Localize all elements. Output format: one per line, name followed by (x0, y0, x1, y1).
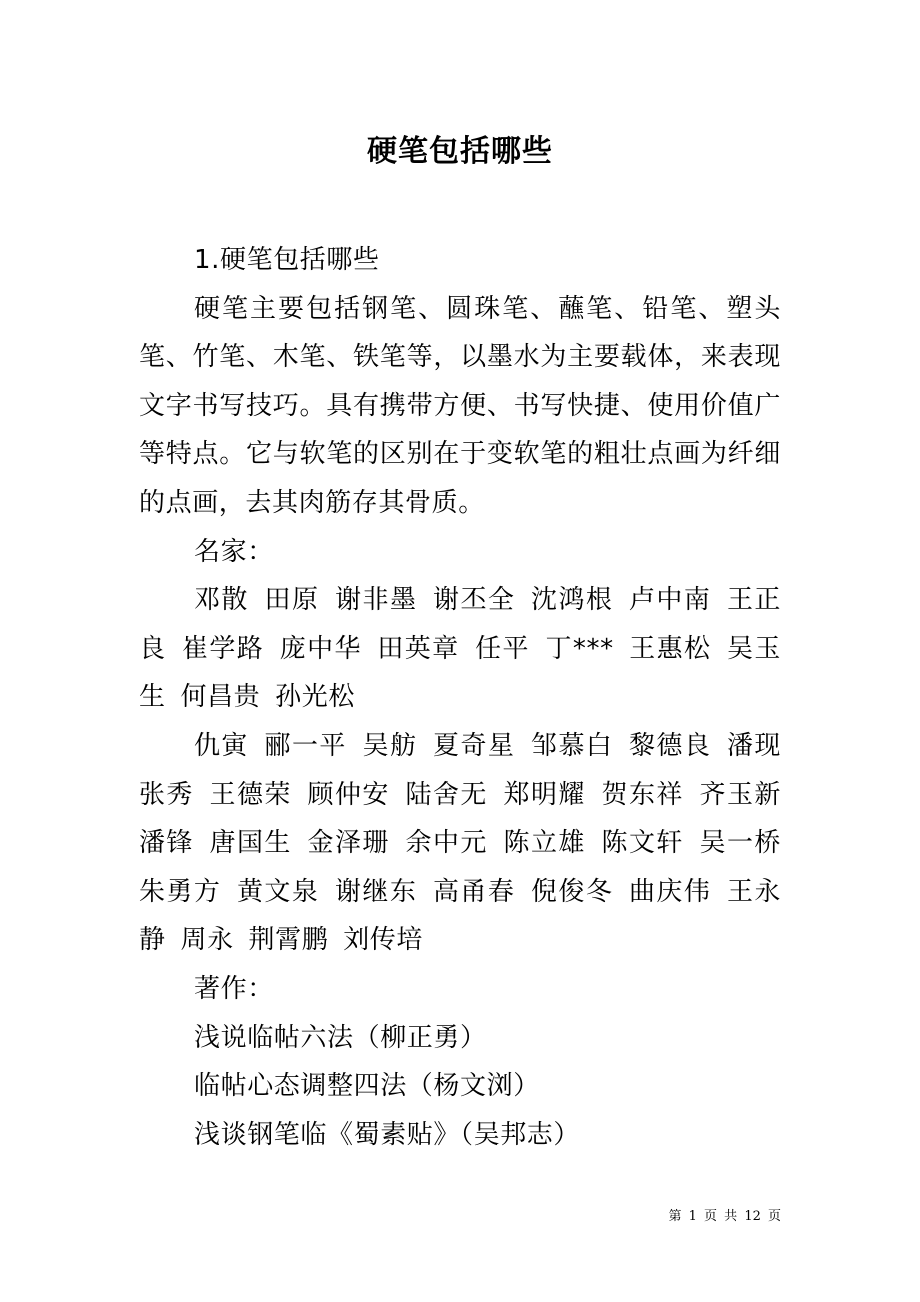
work-item: 临帖心态调整四法（杨文浏） (194, 1071, 540, 1102)
masters-list-1: 邓散 田原 谢非墨 谢丕全 沈鸿根 卢中南 王正良 崔学路 庞中华 田英章 任平 丁*** 王惠松 吴玉生 何昌贵 孙光松 (139, 585, 781, 713)
page-number-footer: 第 1 页 共 12 页 (668, 1209, 781, 1224)
work-item: 浅说临帖六法（柳正勇） (194, 1022, 487, 1053)
work-item: 浅谈钢笔临《蜀素贴》（吴邦志） (194, 1119, 581, 1150)
intro-paragraph: 硬笔主要包括钢笔、圆珠笔、蘸笔、铅笔、塑头笔、竹笔、木笔、铁笔等，以墨水为主要载体，来表现文字书写技巧。具有携带方便、书写快捷、使用价值广等特点。它与软笔的区别在于变软笔的粗壮点画为纤细的点画，去其肉筋存其骨质。 (139, 293, 781, 518)
works-label: 著作： (194, 973, 274, 1004)
masters-label: 名家： (194, 536, 274, 567)
section-heading: 1.硬笔包括哪些 (194, 245, 380, 275)
document-title: 硬笔包括哪些 (367, 134, 553, 169)
document-body (139, 236, 781, 1159)
masters-list-2: 仇寅 郦一平 吴舫 夏奇星 邹慕白 黎德良 潘现张秀 王德荣 顾仲安 陆舍无 郑明耀 贺东祥 齐玉新潘锋 唐国生 金泽珊 余中元 陈立雄 陈文轩 吴一桥朱勇方 黄文泉 谢继东 高甬春 倪俊冬 曲庆伟 王永静 周永 荆霄鹏 刘传培 (139, 730, 781, 956)
